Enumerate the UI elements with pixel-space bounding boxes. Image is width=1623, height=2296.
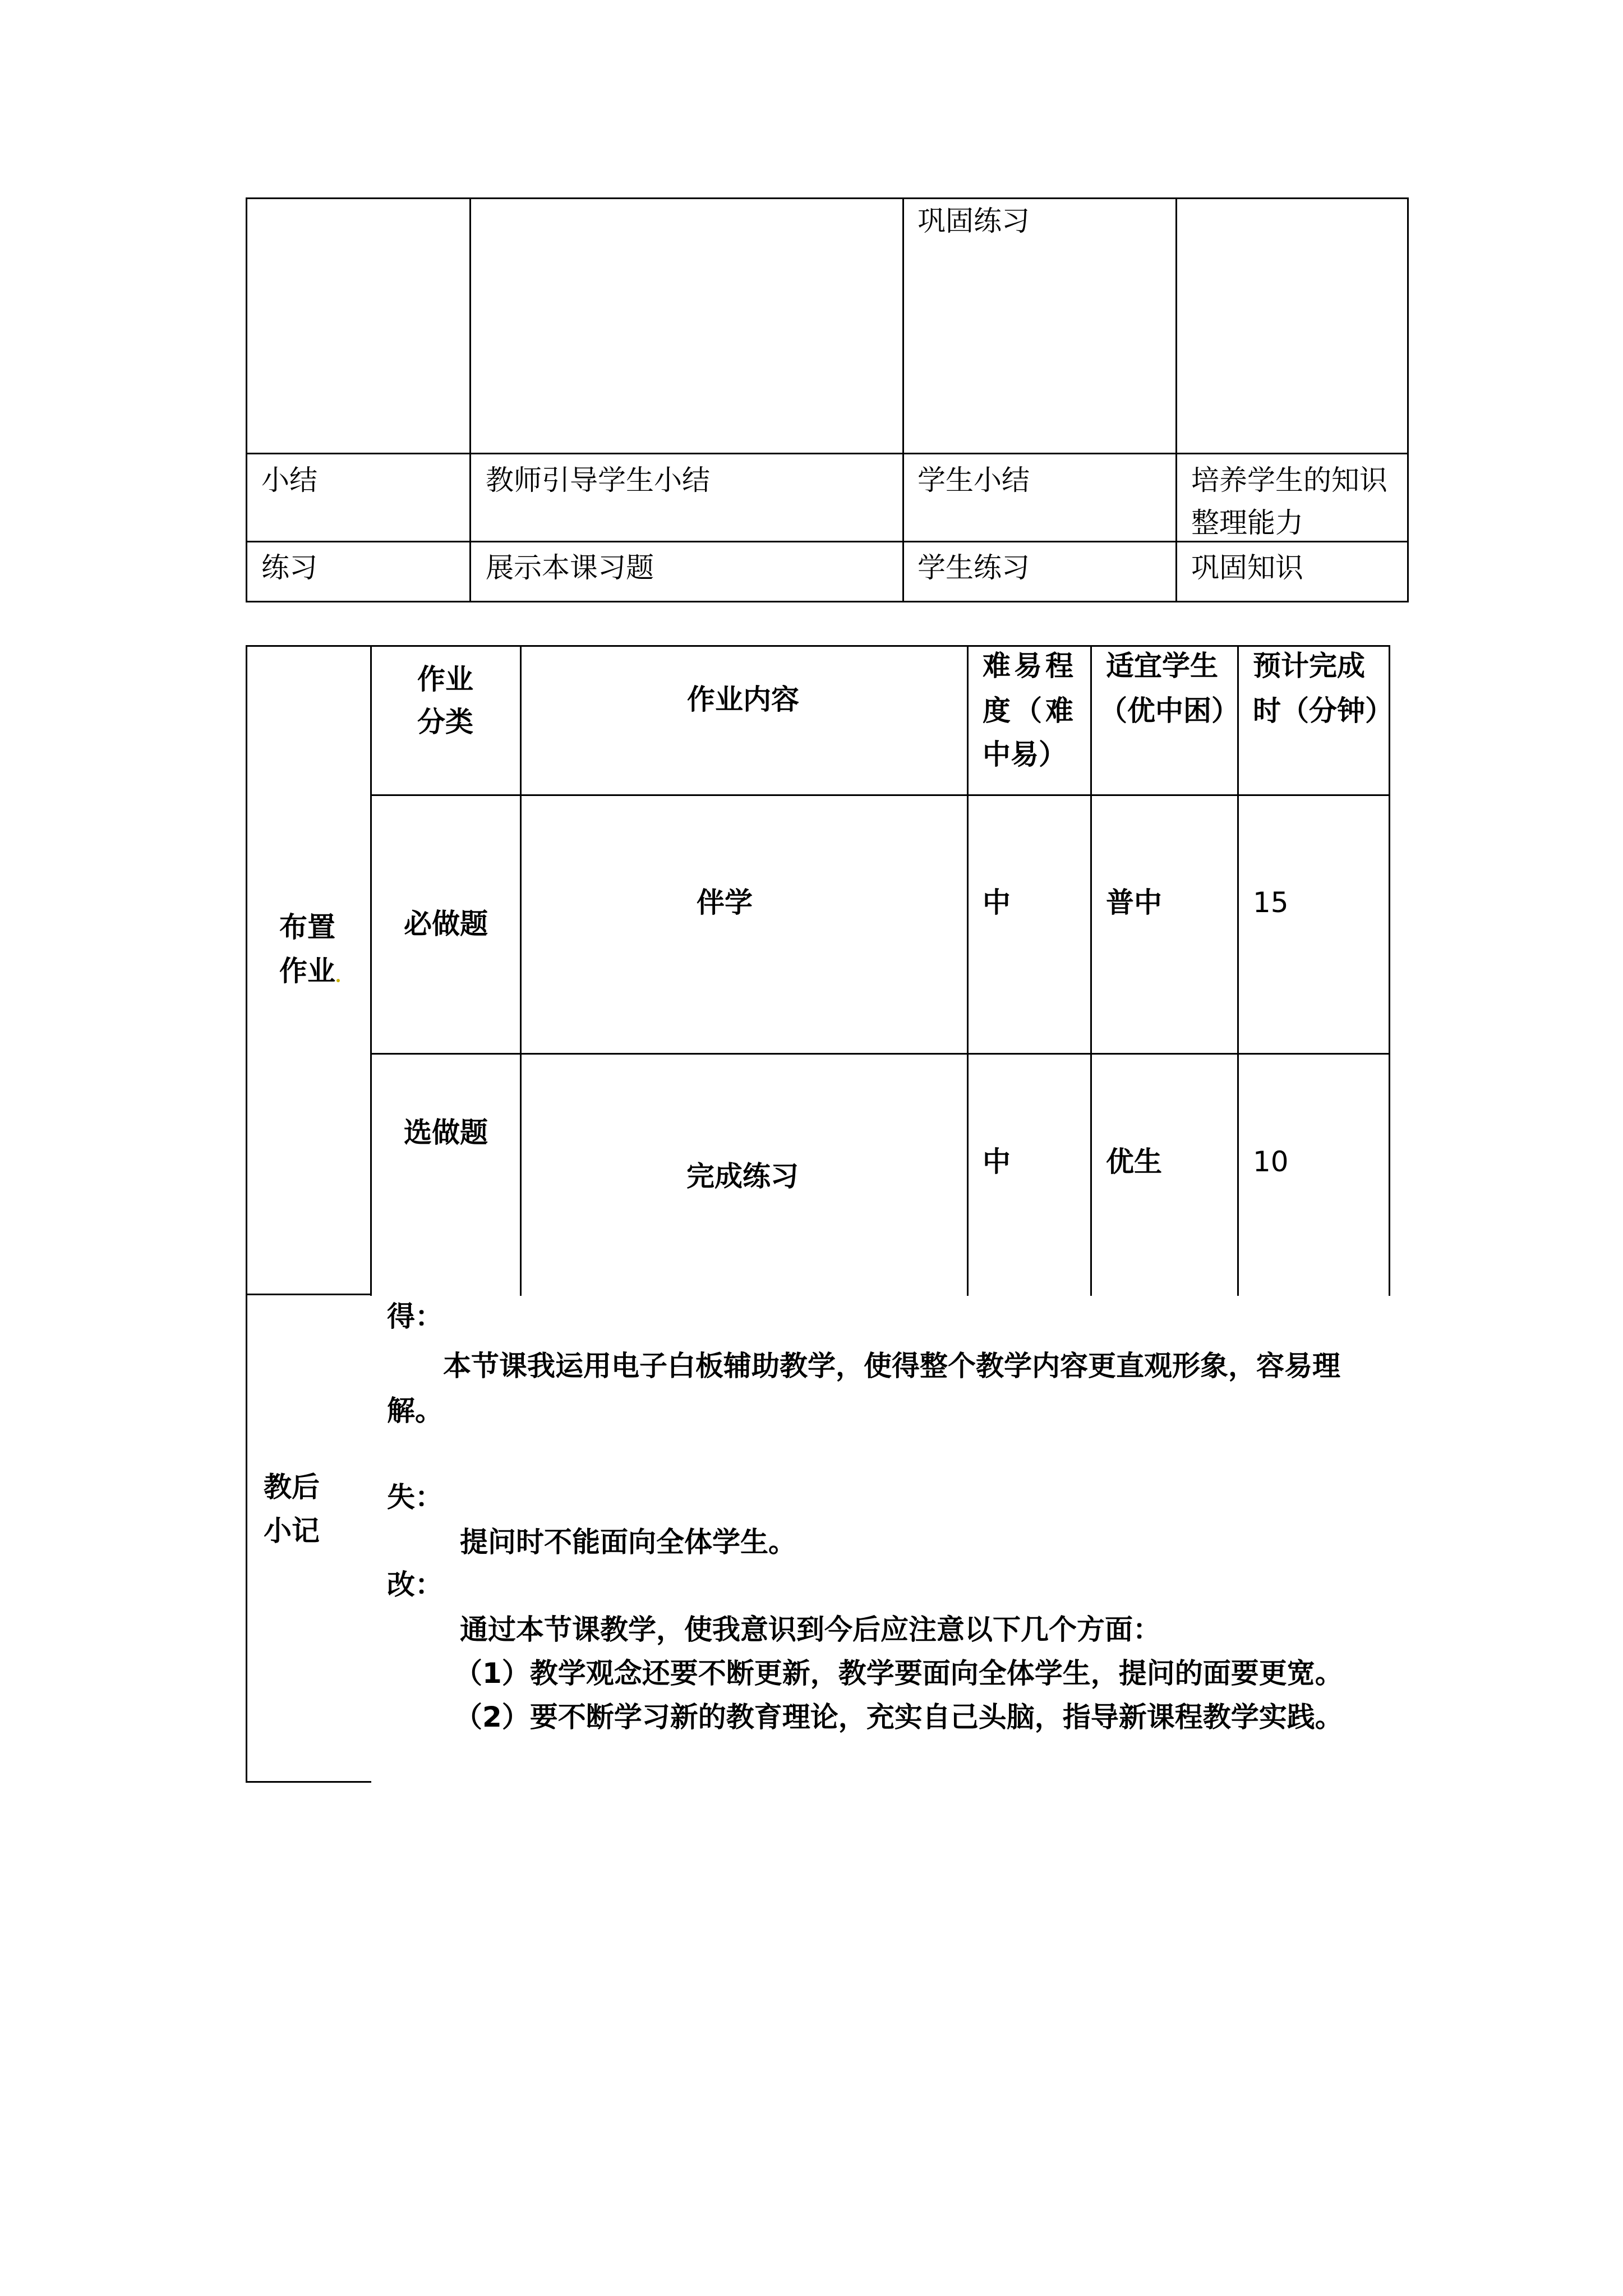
header-suitable-students: （优中困）	[1099, 694, 1239, 727]
homework-border-right	[1389, 645, 1390, 1296]
table1-cell-consolidation: 巩固练习	[917, 205, 1030, 237]
row-time: 10	[1253, 1145, 1289, 1178]
row-category: 必做题	[404, 908, 488, 940]
section-label-marker	[336, 979, 340, 982]
table1-cell-summary-goal: 整理能力	[1191, 507, 1303, 539]
loss-heading: 失：	[387, 1481, 443, 1513]
table1-col-divider	[469, 197, 471, 602]
table1-cell-summary-stage: 小结	[261, 464, 317, 496]
reflection-section-label: 小记	[264, 1515, 320, 1547]
row-difficulty: 中	[983, 1145, 1011, 1178]
row-difficulty: 中	[983, 886, 1011, 919]
homework-border-left	[246, 645, 247, 1783]
homework-col-divider	[370, 645, 372, 1296]
header-difficulty: 中易）	[983, 738, 1067, 771]
gain-text: 本节课我运用电子白板辅助教学，使得整个教学内容更直观形象，容易理	[443, 1350, 1340, 1382]
gain-text: 解。	[387, 1395, 443, 1427]
row-content: 完成练习	[686, 1160, 799, 1193]
table1-border-bottom	[246, 601, 1409, 602]
homework-col-divider	[1090, 645, 1092, 1296]
improve-intro: 通过本节课教学，使我意识到今后应注意以下几个方面：	[460, 1613, 1161, 1646]
table1-cell-practice-teacher: 展示本课习题	[486, 551, 654, 584]
table1-border-left	[246, 197, 247, 602]
header-estimated-time: 预计完成	[1253, 650, 1365, 682]
table1-cell-practice-goal: 巩固知识	[1191, 551, 1303, 584]
gain-heading: 得：	[387, 1300, 443, 1333]
header-category: 分类	[417, 706, 473, 738]
homework-border-top	[246, 645, 1390, 647]
row-category: 选做题	[404, 1116, 488, 1149]
table1-border-right	[1407, 197, 1409, 602]
row-students: 普中	[1106, 886, 1162, 919]
homework-section-divider	[246, 1294, 371, 1295]
table1-cell-practice-student: 学生练习	[917, 551, 1030, 584]
header-content: 作业内容	[687, 683, 799, 716]
header-estimated-time: 时（分钟）	[1253, 694, 1393, 727]
homework-section-label: 作业	[279, 955, 335, 987]
row-students: 优生	[1106, 1145, 1162, 1178]
header-difficulty: 度（难	[983, 694, 1077, 727]
table1-cell-summary-goal: 培养学生的知识	[1191, 464, 1387, 496]
header-difficulty: 难易程	[983, 650, 1077, 682]
reflection-section-label: 教后	[264, 1471, 320, 1503]
improve-heading: 改：	[387, 1568, 443, 1601]
table1-row-divider	[246, 453, 1409, 454]
loss-text: 提问时不能面向全体学生。	[460, 1526, 796, 1558]
header-suitable-students: 适宜学生	[1106, 650, 1218, 682]
table1-cell-summary-teacher: 教师引导学生小结	[486, 464, 710, 496]
table1-col-divider	[902, 197, 904, 602]
improve-item: （2）要不断学习新的教育理论，充实自己头脑，指导新课程教学实践。	[454, 1701, 1343, 1733]
homework-col-divider	[1237, 645, 1239, 1296]
homework-section-label: 布置	[279, 911, 335, 944]
table1-cell-summary-student: 学生小结	[917, 464, 1030, 496]
row-time: 15	[1253, 886, 1289, 919]
homework-col-divider	[520, 645, 522, 1296]
homework-col-divider	[967, 645, 969, 1296]
row-content: 伴学	[697, 886, 753, 919]
reflection-border-bottom	[246, 1781, 371, 1783]
table1-cell-practice-stage: 练习	[261, 551, 317, 584]
table1-col-divider	[1175, 197, 1177, 602]
header-category: 作业	[417, 663, 473, 696]
improve-item: （1）教学观念还要不断更新，教学要面向全体学生，提问的面要更宽。	[454, 1657, 1343, 1690]
table1-border-top	[246, 197, 1409, 199]
